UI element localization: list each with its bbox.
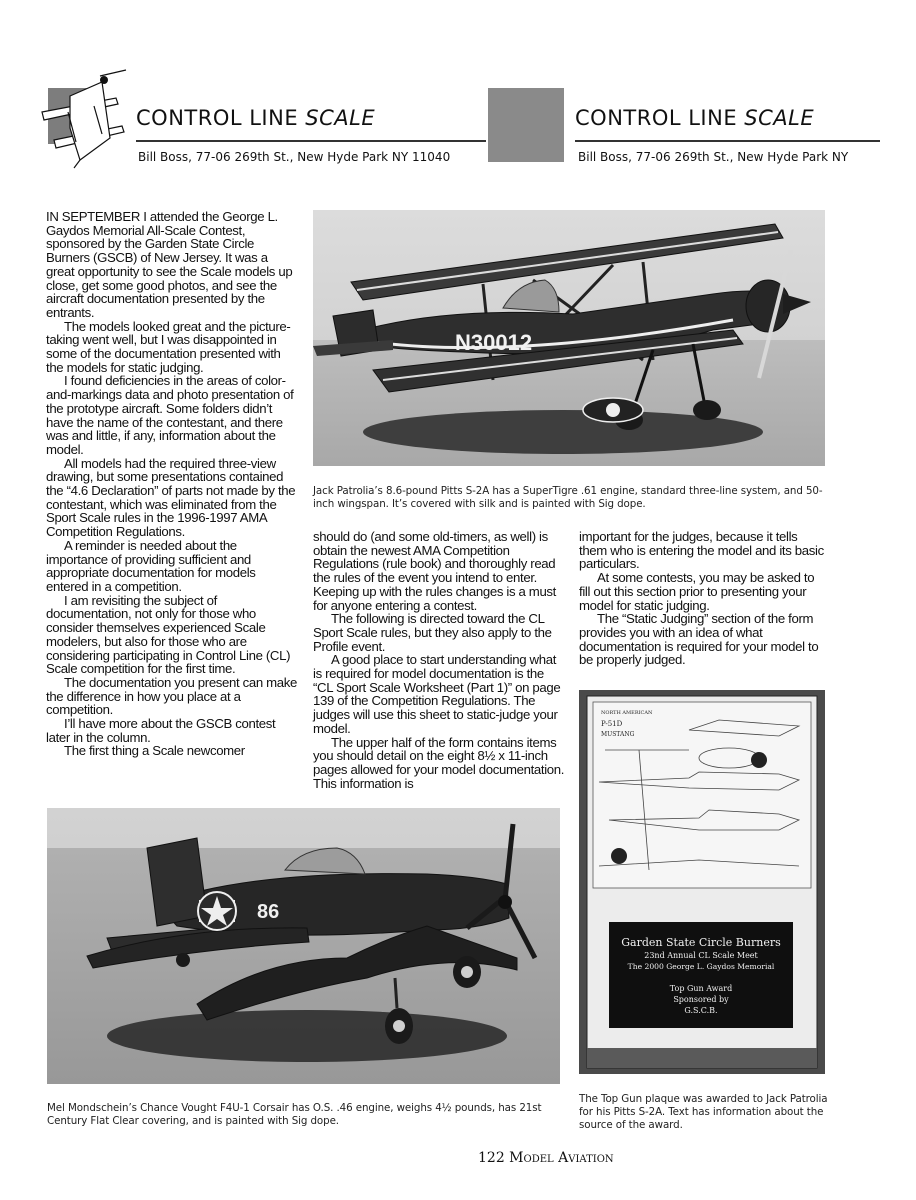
paragraph: The “Static Judging” section of the form provides you with an idea of what documentation is required for your model to be properly judged.: [579, 611, 819, 668]
header-rule: [136, 140, 486, 142]
paragraph: I’ll have more about the GSCB contest later in the column.: [46, 716, 276, 745]
plaque-line: The 2000 George L. Gaydos Memorial: [627, 962, 775, 971]
plaque-line: Garden State Circle Burners: [621, 936, 781, 949]
page-footer: 122 Model Aviation: [478, 1150, 614, 1166]
column-title-repeat: CONTROL LINE SCALE: [575, 106, 815, 130]
paragraph: A reminder is needed about the importance of providing sufficient and appropriate documentation for models entered in a competition.: [46, 537, 256, 594]
article-column-3: [579, 530, 827, 667]
plaque-line: Sponsored by: [673, 995, 729, 1004]
article-column-2: [313, 530, 565, 790]
paragraph: At some contests, you may be asked to fill out this section prior to presenting your model for static judging.: [579, 570, 815, 613]
drawing-label: P-51D: [601, 720, 623, 728]
paragraph: IN SEPTEMBER I attended the George L. Gaydos Memorial All-Scale Contest, sponsored by the Garden State Circle Burners (GSCB) of New Jersey. It was a great opportunity to see the Scale models up close, get some good photos, and see the aircraft documentation presented by the entrants.: [46, 209, 293, 320]
header-gray-square: [488, 88, 564, 162]
pitts-biplane-photo: [313, 210, 825, 466]
column-title: CONTROL LINE SCALE: [136, 106, 376, 130]
drawing-label: NORTH AMERICAN: [601, 710, 653, 716]
corsair-photo-caption: Mel Mondschein’s Chance Vought F4U-1 Corsair has O.S. .46 engine, weighs 4½ pounds, has 21st Century Flat Clear covering, and is painted with Sig dope.: [47, 1102, 542, 1127]
author-address: Bill Boss, 77-06 269th St., New Hyde Park NY 11040: [138, 150, 451, 164]
pitts-registration-text: N30012: [455, 330, 533, 355]
header-rule-right: [575, 140, 880, 142]
plaque-line: Top Gun Award: [669, 984, 733, 993]
drawing-label: MUSTANG: [601, 731, 635, 738]
pitts-photo-caption: Jack Patrolia’s 8.6-pound Pitts S-2A has a SuperTigre .61 engine, standard three-line system, and 50-inch wingspan. It’s covered with silk and is painted with Sig dope.: [313, 485, 823, 510]
paragraph: I found deficiencies in the areas of color-and-markings data and photo presentation of the prototype aircraft. Some folders didn’t have the name of the contestant, and there was and little, if any, information about the model.: [46, 373, 294, 457]
top-gun-plaque-photo: [579, 690, 825, 1074]
author-address-repeat: Bill Boss, 77-06 269th St., New Hyde Park NY: [578, 150, 849, 164]
paragraph: The documentation you present can make the difference in how you place at a competition.: [46, 674, 298, 718]
plaque-line: 23nd Annual CL Scale Meet: [644, 951, 758, 960]
plaque-photo-caption: The Top Gun plaque was awarded to Jack Patrolia for his Pitts S-2A. Text has information about the source of the award.: [579, 1093, 828, 1131]
paragraph: All models had the required three-view drawing, but some presentations contained the “4.6 Declaration” of parts not made by the contestant, which was eliminated from the Sport Scale rules in the 1996-1997 AMA Competition Regulations.: [46, 455, 296, 540]
paragraph: The following is directed toward the CL Sport Scale rules, but they also apply to the Profile event.: [313, 611, 552, 654]
biplane-header-icon: [40, 68, 130, 172]
paragraph: important for the judges, because it tells them who is entering the model and its basic particulars.: [579, 529, 824, 572]
paragraph: The upper half of the form contains items you should detail on the eight 8½ x 11-inch pages allowed for your model documentation. This information is: [313, 734, 565, 791]
corsair-number-text: 86: [257, 901, 280, 923]
paragraph: should do (and some old-timers, as well) is obtain the newest AMA Competition Regulations (rule book) and thoroughly read the rules of the event you intend to enter. Keeping up with the rules changes is a must for anyone entering a contest.: [313, 529, 556, 613]
paragraph: A good place to start understanding what is required for model documentation is the “CL Sport Scale Worksheet (Part 1)” on page 139 of the Competition Regulations. The judges will use this sheet to static-judge your model.: [313, 652, 561, 736]
corsair-photo: [47, 808, 560, 1084]
plaque-line: G.S.C.B.: [684, 1006, 718, 1015]
paragraph: The first thing a Scale newcomer: [64, 743, 245, 759]
paragraph: The models looked great and the picture-taking went well, but I was disappointed in some of the documentation presented with the models for static judging.: [46, 318, 291, 375]
paragraph: I am revisiting the subject of documentation, not only for those who consider themselves experienced Scale modelers, but also for those who are considering participating in Control Line (CL) Scale competition for the first time.: [46, 592, 291, 677]
article-column-1: [46, 210, 298, 758]
